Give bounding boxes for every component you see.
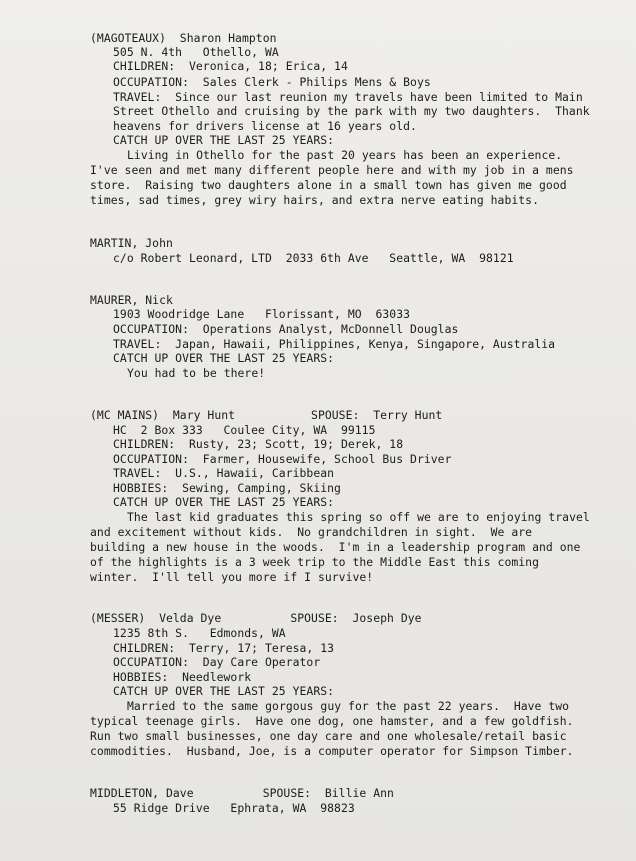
entry-catchup-label: CATCH UP OVER THE LAST 25 YEARS: [113,684,335,698]
entry-address: 1903 Woodridge Lane Florissant, MO 63033 [113,307,411,321]
entry-text: You had to be there! [127,366,266,380]
entry-text: times, sad times, grey wiry hairs, and extra nerve eating habits. [90,193,540,207]
entry-address: 1235 8th S. Edmonds, WA [113,626,286,640]
entry-text: winter. I'll tell you more if I survive! [90,570,374,584]
entry-occupation: OCCUPATION: Farmer, Housewife, School Bus Driver [113,452,452,466]
entry-text: building a new house in the woods. I'm in a leadership program and one [90,540,581,554]
entry-catchup-label: CATCH UP OVER THE LAST 25 YEARS: [113,495,335,509]
entry-hobbies: HOBBIES: Sewing, Camping, Skiing [113,481,341,495]
entry-text: Living in Othello for the past 20 years has been an experience. [127,148,563,162]
entry-text: commodities. Husband, Joe, is a computer operator for Simpson Timber. [90,744,574,758]
entry-text: typical teenage girls. Have one dog, one hamster, and a few goldfish. [90,714,574,728]
entry-text: Married to the same gorgous guy for the past 22 years. Have two [127,699,570,713]
entry-address: 55 Ridge Drive Ephrata, WA 98823 [113,801,355,815]
entry-address: c/o Robert Leonard, LTD 2033 6th Ave Seattle, WA 98121 [113,251,514,265]
entry-text: Run two small businesses, one day care and one wholesale/retail basic [90,729,567,743]
entry-text: I've seen and met many different people here and with my job in a mens [90,163,574,177]
entry-travel: heavens for drivers license at 16 years old. [113,119,417,133]
entry-heading: (MESSER) Velda Dye SPOUSE: Joseph Dye [90,611,422,625]
entry-occupation: OCCUPATION: Operations Analyst, McDonnell Douglas [113,322,459,336]
entry-children: CHILDREN: Veronica, 18; Erica, 14 [113,59,348,73]
entry-address: HC 2 Box 333 Coulee City, WA 99115 [113,423,376,437]
entry-travel: TRAVEL: Since our last reunion my travels have been limited to Main [113,90,583,104]
entry-heading: MARTIN, John [90,236,173,250]
entry-occupation: OCCUPATION: Day Care Operator [113,655,321,669]
entry-occupation: OCCUPATION: Sales Clerk - Philips Mens & Boys [113,75,431,89]
entry-travel: Street Othello and cruising by the park with my two daughters. Thank [113,104,590,118]
entry-text: store. Raising two daughters alone in a small town has given me good [90,178,567,192]
entry-travel: TRAVEL: U.S., Hawaii, Caribbean [113,466,335,480]
entry-travel: TRAVEL: Japan, Hawaii, Philippines, Kenya, Singapore, Australia [113,337,556,351]
entry-text: of the highlights is a 3 week trip to the Middle East this coming [90,555,540,569]
entry-text: and excitement without kids. No grandchildren in sight. We are [90,525,533,539]
entry-heading: (MC MAINS) Mary Hunt SPOUSE: Terry Hunt [90,408,443,422]
entry-heading: MAURER, Nick [90,293,173,307]
entry-text: The last kid graduates this spring so off we are to enjoying travel [127,510,590,524]
entry-catchup-label: CATCH UP OVER THE LAST 25 YEARS: [113,133,335,147]
entry-heading: MIDDLETON, Dave SPOUSE: Billie Ann [90,786,394,800]
entry-heading: (MAGOTEAUX) Sharon Hampton [90,31,277,45]
entry-hobbies: HOBBIES: Needlework [113,670,252,684]
entry-children: CHILDREN: Rusty, 23; Scott, 19; Derek, 18 [113,437,404,451]
entry-catchup-label: CATCH UP OVER THE LAST 25 YEARS: [113,351,335,365]
entry-children: CHILDREN: Terry, 17; Teresa, 13 [113,641,335,655]
entry-address: 505 N. 4th Othello, WA [113,45,279,59]
